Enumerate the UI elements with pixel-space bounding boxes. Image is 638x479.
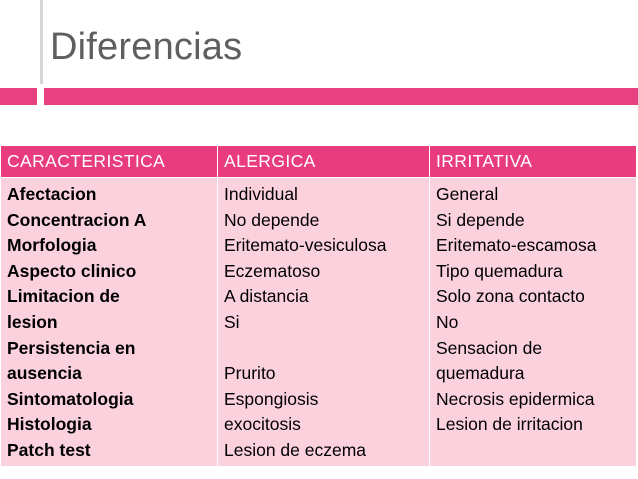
accent-bar-right: [44, 88, 638, 105]
irritativa-item: No: [436, 311, 459, 332]
caracteristica-item: ausencia: [7, 363, 82, 384]
caracteristica-item: Histologia: [7, 414, 92, 435]
irritativa-item: General: [436, 184, 499, 204]
caracteristica-item: Morfologia: [7, 235, 97, 256]
alergica-item: Eczematoso: [224, 260, 321, 281]
alergica-item: Lesion de eczema: [224, 439, 367, 460]
irritativa-item: Solo zona contacto: [436, 286, 585, 307]
table-row: [1, 178, 637, 467]
alergica-cell: [218, 178, 430, 467]
header-alergica: ALERGICA: [218, 146, 430, 178]
decorative-vertical-line: [40, 0, 43, 84]
alergica-item: Individual: [224, 184, 298, 204]
irritativa-item: Necrosis epidermica: [436, 388, 595, 409]
alergica-item: [224, 336, 429, 362]
caracteristica-item: Patch test: [7, 439, 91, 460]
alergica-item: exocitosis: [224, 414, 301, 435]
caracteristica-item: Limitacion de: [7, 286, 120, 307]
irritativa-item: Tipo quemadura: [436, 260, 563, 281]
alergica-item: Espongiosis: [224, 388, 319, 409]
accent-bar-left: [0, 88, 37, 105]
irritativa-item: Eritemato-escamosa: [436, 235, 597, 256]
alergica-item: Prurito: [224, 363, 276, 384]
alergica-item: No depende: [224, 209, 320, 230]
caracteristica-cell: [1, 178, 218, 467]
header-irritativa: IRRITATIVA: [430, 146, 637, 178]
comparison-table: [0, 145, 637, 467]
caracteristica-item: Aspecto clinico: [7, 260, 137, 281]
header-caracteristica: CARACTERISTICA: [1, 146, 218, 178]
irritativa-item: quemadura: [436, 363, 525, 384]
irritativa-cell: [430, 178, 637, 467]
slide-title: Diferencias: [50, 26, 243, 68]
caracteristica-item: lesion: [7, 311, 58, 332]
caracteristica-item: Sintomatologia: [7, 388, 134, 409]
caracteristica-item: Persistencia en: [7, 337, 136, 358]
alergica-item: A distancia: [224, 286, 309, 307]
irritativa-item: Si depende: [436, 209, 525, 230]
caracteristica-item: Concentracion A: [7, 209, 147, 230]
irritativa-item: Sensacion de: [436, 337, 543, 358]
irritativa-item: Lesion de irritacion: [436, 414, 583, 435]
alergica-item: Eritemato-vesiculosa: [224, 235, 387, 256]
table-header-row: [1, 146, 637, 178]
alergica-item: Si: [224, 311, 240, 332]
caracteristica-item: Afectacion: [7, 184, 97, 204]
